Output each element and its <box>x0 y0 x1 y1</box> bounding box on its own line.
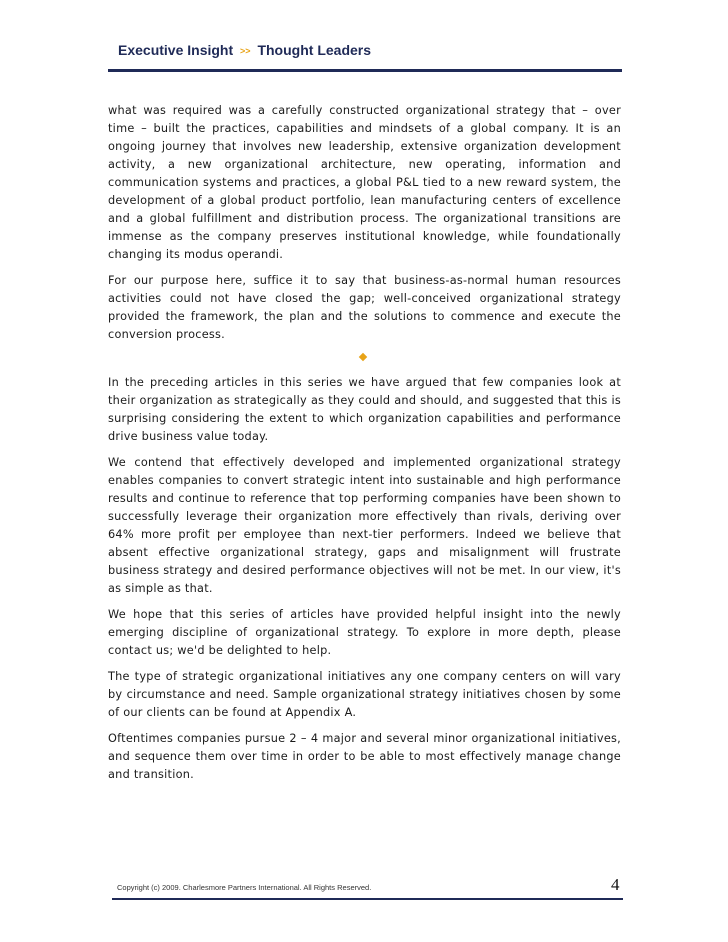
paragraph-4: We contend that effectively developed and implemented organizational strategy enables companies to convert strategic intent into sustainable and high performance results and continue to reference that top performing companies have been shown to successfully leverage their organization more effectively than rivals, deriving over 64% more profit per employee than next-tier performers. Indeed we believe that absent effective organizational strategy, gaps and misalignment will frustrate business strategy and desired performance objectives will not be met. In our view, it's as simple as that. <box>108 456 621 595</box>
paragraph-2: For our purpose here, suffice it to say that business-as-normal human resources activities could not have closed the gap; well-conceived organizational strategy provided the framework, the plan and the solutions to commence and execute the conversion process. <box>108 274 621 341</box>
header-section: Thought Leaders <box>257 42 372 58</box>
paragraph-7: Oftentimes companies pursue 2 – 4 major and several minor organizational initiatives, and sequence them over time in order to be able to most effectively manage change and transition. <box>108 732 621 781</box>
paragraph-3: In the preceding articles in this series we have argued that few companies look at their organization as strategically as they could and should, and suggested that this is surprising considering the extent to which organization capabilities and performance drive business value today. <box>108 376 621 443</box>
copyright-notice: Copyright (c) 2009. Charlesmore Partners International. All Rights Reserved. <box>117 883 372 892</box>
page-number: 4 <box>611 875 620 894</box>
running-header <box>118 42 371 58</box>
paragraph-5: We hope that this series of articles have provided helpful insight into the newly emerging discipline of organizational strategy. To explore in more depth, please contact us; we'd be delighted to help. <box>108 608 621 657</box>
article-body <box>108 102 621 792</box>
section-divider <box>108 350 621 368</box>
footer-rule <box>112 898 623 900</box>
header-separator: >> <box>240 46 251 56</box>
paragraph-1: what was required was a carefully constructed organizational strategy that – over time – built the practices, capabilities and mindsets of a global company. It is an ongoing journey that involves new leadership, extensive organization development activity, a new organizational architecture, new operating, information and communication systems and practices, a global P&L tied to a new reward system, the development of a global product portfolio, lean manufacturing centers of excellence and a global fulfillment and distribution process. The organizational transitions are immense as the company preserves institutional knowledge, while foundationally changing its modus operandi. <box>108 104 621 261</box>
header-publication: Executive Insight <box>118 42 234 58</box>
header-rule <box>108 69 622 72</box>
paragraph-6: The type of strategic organizational initiatives any one company centers on will vary by circumstance and need. Sample organizational strategy initiatives chosen by some of our clients can be found at Appendix A. <box>108 670 621 719</box>
diamond-icon <box>359 353 367 361</box>
